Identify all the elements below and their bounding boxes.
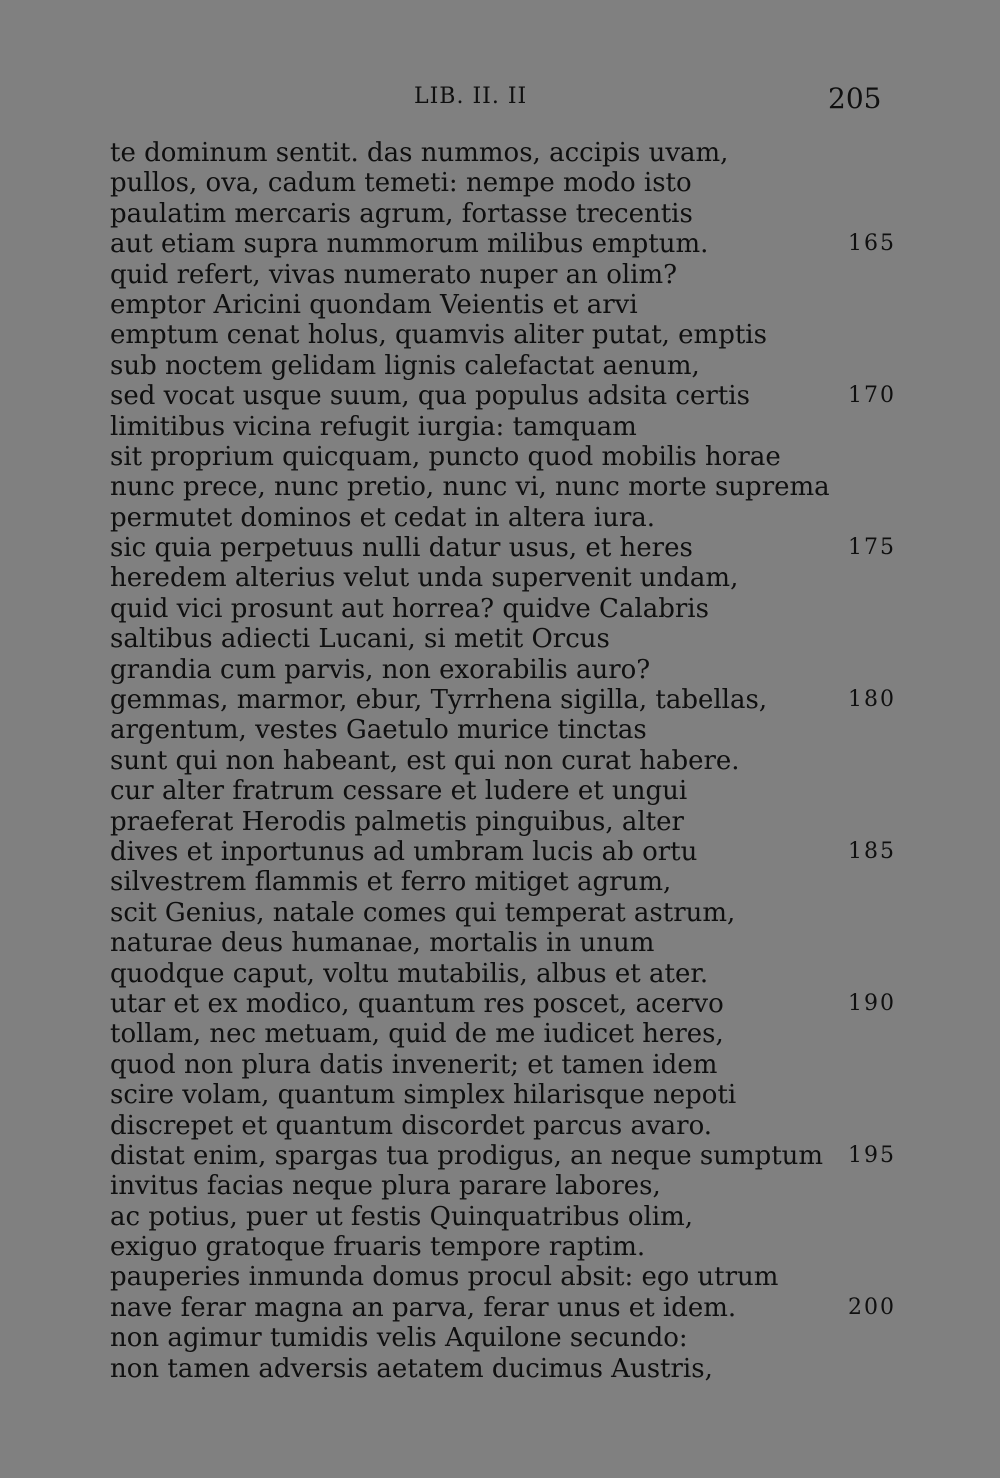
- verse-text: heredem alterius velut unda supervenit undam,: [110, 563, 739, 594]
- verse-text: grandia cum parvis, non exorabilis auro?: [110, 654, 651, 685]
- verse-line: [110, 1080, 870, 1110]
- verse-line: [110, 988, 896, 1019]
- verse-line: [110, 1262, 870, 1292]
- verse-text: argentum, vestes Gaetulo murice tinctas: [110, 715, 647, 746]
- verse-text: quid vici prosunt aut horrea? quidve Calabris: [110, 593, 709, 624]
- verse-text: sed vocat usque suum, qua populus adsita certis: [110, 381, 750, 412]
- verse-text: quod non plura datis invenerit; et tamen idem: [110, 1049, 718, 1080]
- verse-line: [110, 290, 870, 320]
- verse-line: [110, 898, 870, 928]
- line-number: 185: [848, 838, 896, 864]
- verse-line: [110, 776, 870, 806]
- verse-line: [110, 594, 870, 624]
- verse-text: sic quia perpetuus nulli datur usus, et heres: [110, 533, 693, 564]
- verse-text: cur alter fratrum cessare et ludere et ungui: [110, 776, 688, 807]
- verse-line: [110, 1323, 870, 1353]
- verse-text: pullos, ova, cadum temeti: nempe modo isto: [110, 168, 692, 199]
- verse-text: sit proprium quicquam, puncto quod mobilis horae: [110, 441, 781, 472]
- verse-line: [110, 1292, 896, 1323]
- verse-text: limitibus vicina refugit iurgia: tamquam: [110, 411, 637, 442]
- verse-text: sunt qui non habeant, est qui non curat habere.: [110, 745, 740, 776]
- verse-text: scire volam, quantum simplex hilarisque nepoti: [110, 1080, 737, 1111]
- verse-line: [110, 563, 870, 593]
- verse-line: [110, 836, 896, 867]
- verse-line: [110, 1202, 870, 1232]
- verse-line: [110, 1232, 870, 1262]
- verse-line: [110, 624, 870, 654]
- verse-text: utar et ex modico, quantum res poscet, acervo: [110, 988, 724, 1019]
- line-number: 195: [848, 1142, 896, 1168]
- verse-line: [110, 199, 870, 229]
- verse-line: [110, 168, 870, 198]
- verse-line: [110, 138, 870, 168]
- verse-line: [110, 1354, 870, 1384]
- verse-line: [110, 746, 870, 776]
- verse-text: pauperies inmunda domus procul absit: ego utrum: [110, 1262, 779, 1293]
- line-number: 190: [848, 990, 896, 1016]
- verse-text: dives et inportunus ad umbram lucis ab ortu: [110, 836, 698, 867]
- verse-line: [110, 260, 870, 290]
- verse-line: [110, 928, 870, 958]
- verse-text: aut etiam supra nummorum milibus emptum.: [110, 229, 709, 260]
- verse-text: nave ferar magna an parva, ferar unus et idem.: [110, 1292, 737, 1323]
- verse-text: sub noctem gelidam lignis calefactat aenum,: [110, 350, 700, 381]
- verse-line: [110, 1140, 896, 1171]
- verse-text: praeferat Herodis palmetis pinguibus, alter: [110, 806, 684, 837]
- verse-line: [110, 472, 870, 502]
- verse-line: [110, 1050, 870, 1080]
- running-head: LIB. II. II: [414, 84, 528, 109]
- verse-text: te dominum sentit. das nummos, accipis uvam,: [110, 138, 729, 168]
- page-number: 205: [828, 82, 882, 115]
- verse-text: invitus facias neque plura parare labores,: [110, 1171, 661, 1202]
- verse-line: [110, 685, 896, 716]
- verse-text: scit Genius, natale comes qui temperat astrum,: [110, 897, 736, 928]
- verse-line: [110, 412, 870, 442]
- verse-text: non agimur tumidis velis Aquilone secundo:: [110, 1323, 688, 1354]
- verse-line: [110, 1019, 870, 1049]
- verse-text: tollam, nec metuam, quid de me iudicet heres,: [110, 1019, 724, 1050]
- verse-line: [110, 715, 870, 745]
- verse-line: [110, 867, 870, 897]
- verse-text: quid refert, vivas numerato nuper an olim?: [110, 259, 678, 290]
- verse-line: [110, 351, 870, 381]
- verse-line: [110, 533, 896, 564]
- verse-text: saltibus adiecti Lucani, si metit Orcus: [110, 624, 610, 655]
- verse-line: [110, 1111, 870, 1141]
- verse-text: exiguo gratoque fruaris tempore raptim.: [110, 1232, 646, 1263]
- verse-text: non tamen adversis aetatem ducimus Austris,: [110, 1353, 713, 1384]
- verse-line: [110, 229, 896, 260]
- line-number: 175: [848, 535, 896, 561]
- verse-text: distat enim, spargas tua prodigus, an neque sumptum: [110, 1140, 824, 1171]
- verse-text: emptor Aricini quondam Veientis et arvi: [110, 289, 638, 320]
- verse-text: silvestrem flammis et ferro mitiget agrum,: [110, 867, 672, 898]
- verse-text: discrepet et quantum discordet parcus avaro.: [110, 1110, 713, 1141]
- line-number: 180: [848, 687, 896, 713]
- verse-line: [110, 442, 870, 472]
- verse-text: quodque caput, voltu mutabilis, albus et ater.: [110, 958, 709, 989]
- line-number: 170: [848, 383, 896, 409]
- verse-text: paulatim mercaris agrum, fortasse trecentis: [110, 198, 693, 229]
- verse-text: nunc prece, nunc pretio, nunc vi, nunc morte suprema: [110, 472, 830, 503]
- verse-text: naturae deus humanae, mortalis in unum: [110, 928, 655, 959]
- verse-line: [110, 1171, 870, 1201]
- verse-line: [110, 655, 870, 685]
- verse-text: permutet dominos et cedat in altera iura.: [110, 502, 656, 533]
- verse-line: [110, 807, 870, 837]
- line-number: 200: [848, 1294, 896, 1320]
- verse-text: emptum cenat holus, quamvis aliter putat, emptis: [110, 320, 767, 351]
- verse-text: gemmas, marmor, ebur, Tyrrhena sigilla, tabellas,: [110, 685, 768, 716]
- verse-line: [110, 959, 870, 989]
- verse-line: [110, 503, 870, 533]
- line-number: 165: [848, 231, 896, 257]
- verse-line: [110, 320, 870, 350]
- verse-block: [110, 138, 896, 1384]
- verse-text: ac potius, puer ut festis Quinquatribus olim,: [110, 1201, 694, 1232]
- verse-line: [110, 381, 896, 412]
